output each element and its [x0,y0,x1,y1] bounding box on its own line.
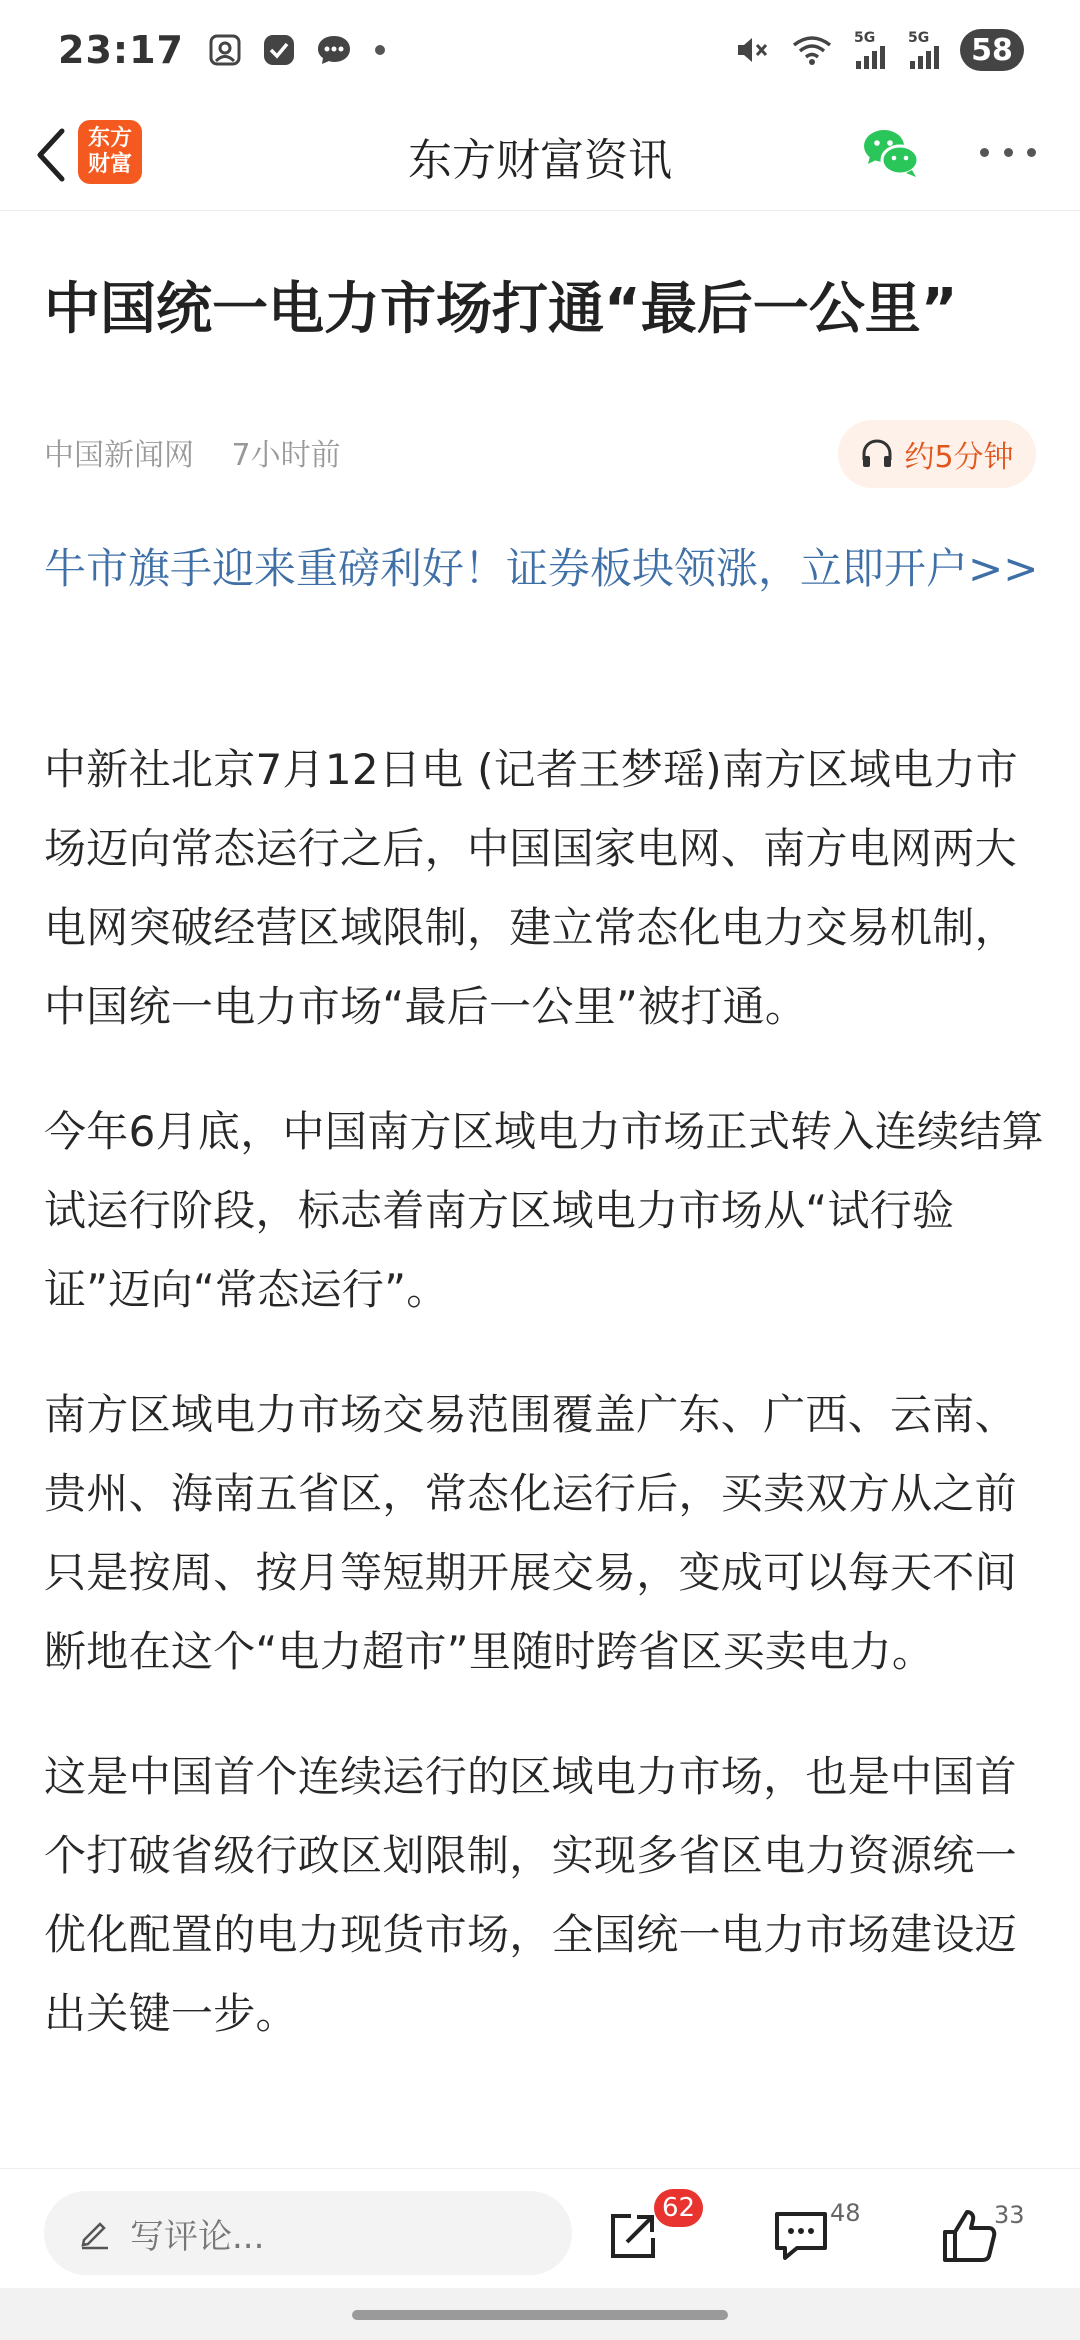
article-source[interactable]: 中国新闻网 [44,438,194,473]
article-meta [44,430,341,474]
dot-icon [374,44,386,56]
logo-text-line1: 东方 [87,126,132,151]
comment-icon [771,2208,831,2264]
comment-input[interactable] [44,2191,572,2275]
listen-article-button[interactable] [838,420,1036,488]
battery-indicator: 58 [960,29,1024,71]
like-count: 33 [994,2201,1025,2229]
comment-placeholder: 写评论... [130,2216,265,2257]
mute-icon [734,33,770,67]
article-paragraph: 中新社北京7月12日电 (记者王梦瑶)南方区域电力市场迈向常态运行之后，中国国家电网、南方电网两大电网突破经营区域限制，建立常态化电力交易机制，中国统一电力市场“最后一公里”被打通。 [44,745,1019,1031]
signal-5g-icon [854,31,888,69]
status-right [714,29,1024,71]
more-dot [1027,148,1036,157]
status-time: 23:17 [58,28,184,72]
share-icon [605,2208,661,2264]
comment-count: 48 [830,2199,861,2227]
thumbs-up-icon [939,2206,999,2266]
signal-label: 5G [854,30,876,46]
logo-text-line2: 财富 [87,152,132,177]
wifi-icon [790,33,834,67]
bottom-action-bar [0,2168,1080,2289]
home-indicator[interactable] [352,2310,728,2320]
article-paragraph: 今年6月底，中国南方区域电力市场正式转入连续结算试运行阶段，标志着南方区域电力市场从“试行验证”迈向“常态运行”。 [44,1107,1044,1314]
message-icon [316,33,352,67]
article-paragraph: 这是中国首个连续运行的区域电力市场，也是中国首个打破省级行政区划限制，实现多省区电力资源统一优化配置的电力现货市场，全国统一电力市场建设迈出关键一步。 [44,1752,1017,2038]
wechat-icon [860,122,924,186]
wechat-share-button[interactable] [860,122,924,186]
system-gesture-bar [0,2288,1080,2340]
signal-5g-icon [908,31,942,69]
article-time: 7小时前 [231,438,341,473]
status-left [58,28,386,72]
more-dot [1004,148,1013,157]
pencil-icon [78,2216,112,2250]
more-options-button[interactable] [980,132,1036,172]
page-title: 东方财富资讯 [408,135,672,186]
article-title: 中国统一电力市场打通“最后一公里” [44,277,958,342]
promo-link[interactable]: 牛市旗手迎来重磅利好！证券板块领涨，立即开户>> [44,544,1039,593]
check-icon [262,33,296,67]
article-body [44,730,1044,2099]
comments-button[interactable] [766,2201,836,2271]
listen-duration: 约5分钟 [904,440,1014,475]
share-count-badge: 62 [654,2189,703,2227]
screenshot-icon [208,33,242,67]
more-dot [980,148,989,157]
status-bar [0,0,1080,100]
signal-label: 5G [908,30,930,46]
article-paragraph: 南方区域电力市场交易范围覆盖广东、广西、云南、贵州、海南五省区，常态化运行后，买卖双方从之前只是按周、按月等短期开展交易，变成可以每天不间断地在这个“电力超市”里随时跨省区买卖电力。 [44,1390,1017,1676]
headphones-icon [860,438,894,470]
top-nav-bar [0,100,1080,211]
